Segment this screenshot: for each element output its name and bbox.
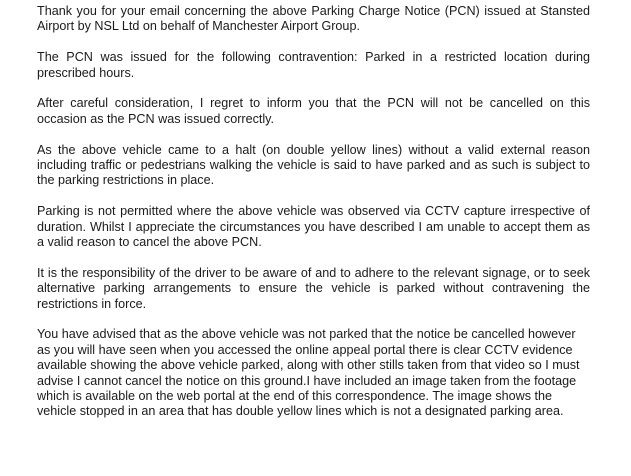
letter-body bbox=[37, 4, 590, 435]
paragraph-parking-not-permitted: Parking is not permitted where the above vehicle was observed via CCTV capture irrespective of duration. Whilst I appreciate the circumstances you have described I am unable to accept them as a valid reason to cancel the above PCN. bbox=[37, 204, 590, 250]
paragraph-cctv-evidence: You have advised that as the above vehicle was not parked that the notice be cancelled however as you will have seen when you accessed the online appeal portal there is clear CCTV evidence available showing the above vehicle parked, along with other stills taken from that video so I must advise I cannot cancel the notice on this ground.I have included an image taken from the footage which is available on the web portal at the end of this correspondence. The image shows the vehicle stopped in an area that has double yellow lines which is not a designated parking area. bbox=[37, 327, 580, 419]
paragraph-contravention: The PCN was issued for the following contravention: Parked in a restricted location during prescribed hours. bbox=[37, 50, 590, 80]
paragraph-driver-responsibility: It is the responsibility of the driver to be aware of and to adhere to the relevant signage, or to seek alternative parking arrangements to ensure the vehicle is parked without contravening the restrictions in force. bbox=[37, 265, 590, 311]
paragraph-vehicle-halt: As the above vehicle came to a halt (on double yellow lines) without a valid external reason including traffic or pedestrians walking the vehicle is said to have parked and as such is subject to the parking restrictions in place. bbox=[37, 142, 590, 188]
paragraph-decision: After careful consideration, I regret to inform you that the PCN will not be cancelled on this occasion as the PCN was issued correctly. bbox=[37, 96, 590, 126]
paragraph-thank-you: Thank you for your email concerning the above Parking Charge Notice (PCN) issued at Stansted Airport by NSL Ltd on behalf of Manchester Airport Group. bbox=[37, 4, 590, 34]
